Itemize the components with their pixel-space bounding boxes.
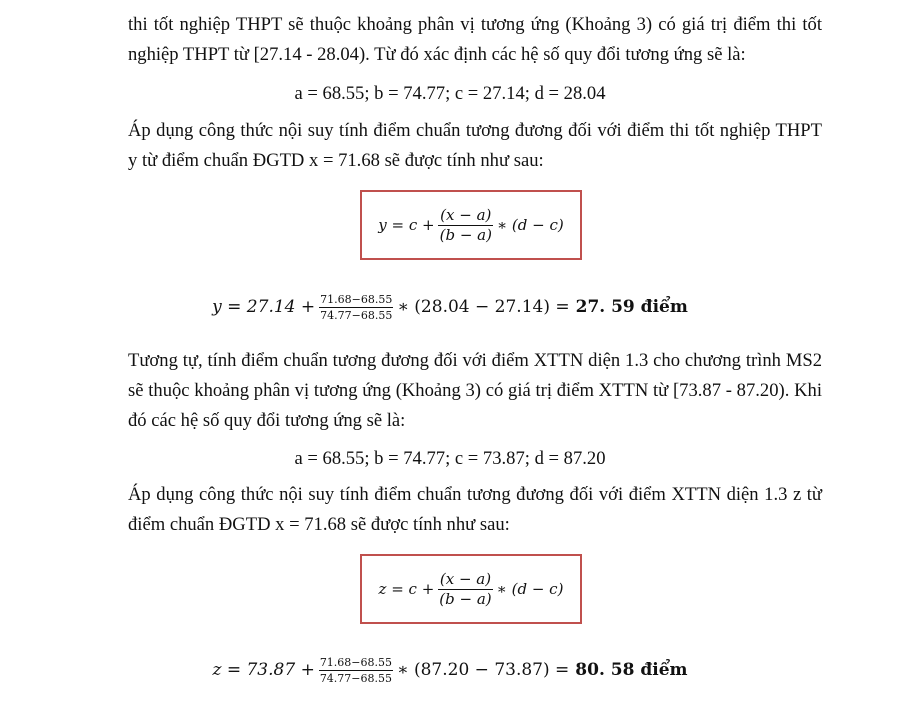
formula-y-denominator: (b − a) [439, 225, 492, 244]
coefficients-xttn: a = 68.55; b = 74.77; c = 73.87; d = 87.20 [294, 448, 606, 469]
calc-z-rhs: ∗ (87.20 − 73.87) = [397, 660, 570, 680]
formula-y-lhs: y = c + [378, 216, 435, 234]
formula-box-y [360, 190, 582, 260]
calc-y-result: 27. 59 điểm [575, 297, 688, 317]
paragraph-xttn-interval: Tương tự, tính điểm chuẩn tương đương đối với điểm XTTN diện 1.3 cho chương trình MS2 sẽ thuộc khoảng phân vị tương ứng (Khoảng 3) có giá trị điểm XTTN từ [73.87 - 87.20). Khi đó các hệ số quy đổi tương ứng sẽ là: [128, 350, 822, 431]
calc-y-numerator: 71.68−68.55 [320, 292, 393, 306]
calc-y-lhs: y = 27.14 + [212, 297, 316, 317]
formula-z-lhs: z = c + [378, 580, 435, 598]
formula-z-numerator: (x − a) [439, 569, 492, 588]
formula-z-denominator: (b − a) [439, 589, 492, 608]
formula-y-fraction [438, 206, 494, 245]
paragraph-apply-xttn: Áp dụng công thức nội suy tính điểm chuẩn tương đương đối với điểm XTTN diện 1.3 z từ điểm chuẩn ĐGTD x = 71.68 sẽ được tính như sau: [128, 484, 822, 535]
calc-y-rhs: ∗ (28.04 − 27.14) = [397, 297, 570, 317]
formula-box-z [360, 554, 582, 624]
calc-z-fraction [319, 656, 393, 685]
formula-z-fraction [437, 570, 493, 609]
calc-z-numerator: 71.68−68.55 [319, 655, 393, 669]
formula-y-numerator: (x − a) [440, 205, 492, 224]
calc-y-denominator: 74.77−68.55 [320, 308, 393, 322]
coefficients-thpt: a = 68.55; b = 74.77; c = 27.14; d = 28.04 [294, 83, 606, 104]
paragraph-thpt-interval: thi tốt nghiệp THPT sẽ thuộc khoảng phân vị tương ứng (Khoảng 3) có giá trị điểm thi tốt nghiệp THPT từ [27.14 - 28.04). Từ đó xác định các hệ số quy đổi tương ứng sẽ là: [128, 14, 822, 65]
calc-y-fraction [319, 293, 393, 322]
calc-z-denominator: 74.77−68.55 [319, 671, 393, 685]
formula-z-rhs: ∗ (d − c) [496, 580, 564, 598]
calc-z-lhs: z = 73.87 + [212, 660, 315, 680]
paragraph-apply-thpt: Áp dụng công thức nội suy tính điểm chuẩn tương đương đối với điểm thi tốt nghiệp THPT y từ điểm chuẩn ĐGTD x = 71.68 sẽ được tính như sau: [128, 120, 822, 171]
formula-y-rhs: ∗ (d − c) [496, 216, 564, 234]
calc-z-result: 80. 58 điểm [575, 660, 688, 680]
calculation-z [0, 650, 900, 690]
calculation-y [0, 287, 900, 327]
